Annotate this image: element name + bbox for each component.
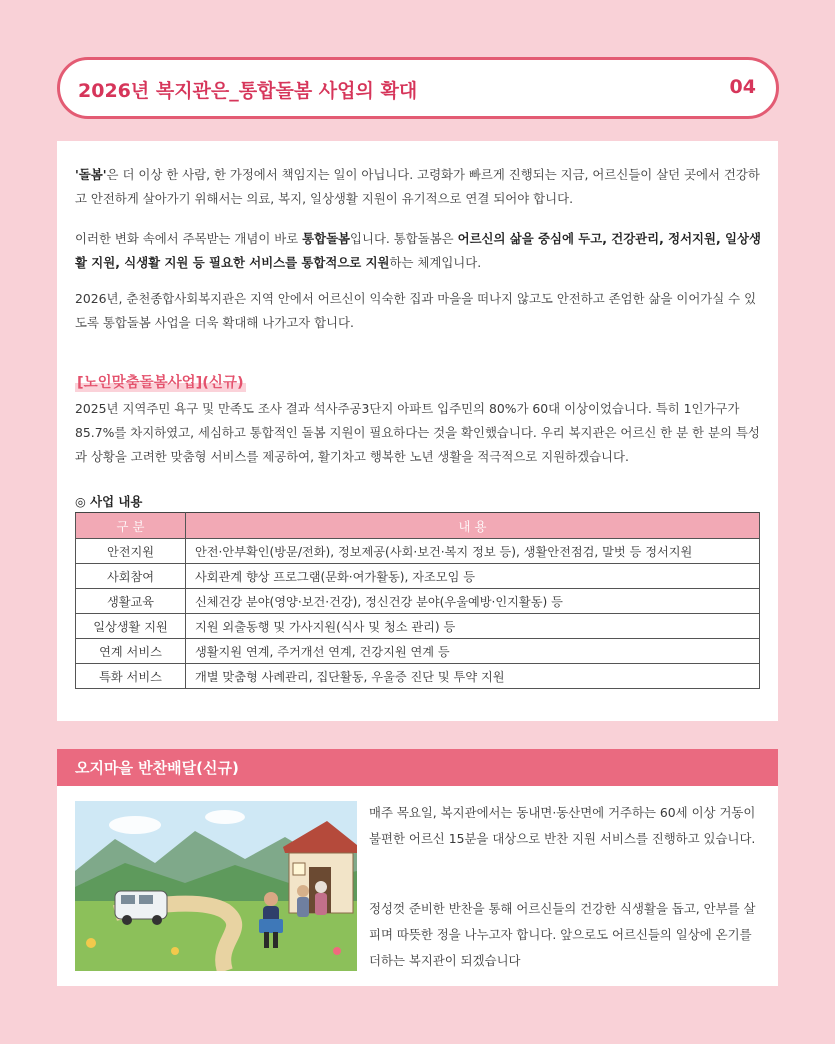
delivery-paragraph-2: 정성껏 준비한 반찬을 통해 어르신들의 건강한 식생활을 돕고, 안부를 살피며 따뜻한 정을 나누고자 합니다. 앞으로도 어르신들의 일상에 온기를 더하는 복지관이 되겠습니다 <box>369 901 756 968</box>
delivery-section-bar <box>57 749 778 786</box>
row-category: 사회참여 <box>76 564 186 589</box>
delivery-title: 오지마을 반찬배달(신규) <box>75 759 239 777</box>
header-content: 내 용 <box>186 513 760 539</box>
table-row <box>76 564 760 589</box>
table-row <box>76 589 760 614</box>
program-description: 2025년 지역주민 욕구 및 만족도 조사 결과 석사주공3단지 아파트 입주민의 80%가 60대 이상이었습니다. 특히 1인가구가 85.7%를 차지하였고, 세심하고 통합적인 돌봄 지원이 필요하다는 것을 확인했습니다. 우리 복지관은 어르신 한 분 한 분의 특성과 상황을 고려한 맞춤형 서비스를 제공하여, 활기차고 행복한 노년 생활을 적극적으로 지원하겠습니다. <box>75 401 760 464</box>
row-category: 안전지원 <box>76 539 186 564</box>
row-category: 특화 서비스 <box>76 664 186 689</box>
table-label: ◎ 사업 내용 <box>75 494 143 509</box>
page-number: 04 <box>729 76 756 98</box>
table-row <box>76 539 760 564</box>
row-content: 생활지원 연계, 주거개선 연계, 건강지원 연계 등 <box>186 639 760 664</box>
delivery-card <box>57 786 778 986</box>
table-row <box>76 664 760 689</box>
table-row <box>76 614 760 639</box>
row-category: 일상생활 지원 <box>76 614 186 639</box>
row-category: 생활교육 <box>76 589 186 614</box>
table-header-row <box>76 513 760 539</box>
row-content: 개별 맞춤형 사례관리, 집단활동, 우울증 진단 및 투약 지원 <box>186 664 760 689</box>
page-title: 2026년 복지관은_통합돌봄 사업의 확대 <box>78 80 418 102</box>
table-row <box>76 639 760 664</box>
row-content: 신체건강 분야(영양·보건·건강), 정신건강 분야(우울예방·인지활동) 등 <box>186 589 760 614</box>
row-content: 사회관계 향상 프로그램(문화·여가활동), 자조모임 등 <box>186 564 760 589</box>
delivery-paragraph-1: 매주 목요일, 복지관에서는 동내면·동산면에 거주하는 60세 이상 거동이 불편한 어르신 15분을 대상으로 반찬 지원 서비스를 진행하고 있습니다. <box>369 805 756 846</box>
program-table <box>75 512 760 689</box>
program-title: [노인맞춤돌봄사업](신규) <box>75 371 246 392</box>
page-header <box>57 57 779 119</box>
intro-paragraph-2: 이러한 변화 속에서 주목받는 개념이 바로 통합돌봄입니다. 통합돌봄은 어르신의 삶을 중심에 두고, 건강관리, 정서지원, 일상생활 지원, 식생활 지원 등 필요한 서비스를 통합적으로 지원하는 체계입니다. <box>75 231 761 270</box>
row-content: 지원 외출동행 및 가사지원(식사 및 청소 관리) 등 <box>186 614 760 639</box>
row-category: 연계 서비스 <box>76 639 186 664</box>
row-content: 안전·안부확인(방문/전화), 정보제공(사회·보건·복지 정보 등), 생활안전점검, 말벗 등 정서지원 <box>186 539 760 564</box>
main-card <box>57 141 778 721</box>
intro-paragraph-1: '돌봄'은 더 이상 한 사람, 한 가정에서 책임지는 일이 아닙니다. 고령화가 빠르게 진행되는 지금, 어르신들이 살던 곳에서 건강하고 안전하게 살아가기 위해서는 의료, 복지, 일상생활 지원이 유기적으로 연결 되어야 합니다. <box>75 167 760 206</box>
intro-paragraph-3: 2026년, 춘천종합사회복지관은 지역 안에서 어르신이 익숙한 집과 마을을 떠나지 않고도 안전하고 존엄한 삶을 이어가실 수 있도록 통합돌봄 사업을 더욱 확대해 나가고자 합니다. <box>75 291 757 330</box>
header-category: 구 분 <box>76 513 186 539</box>
delivery-illustration <box>75 801 357 971</box>
